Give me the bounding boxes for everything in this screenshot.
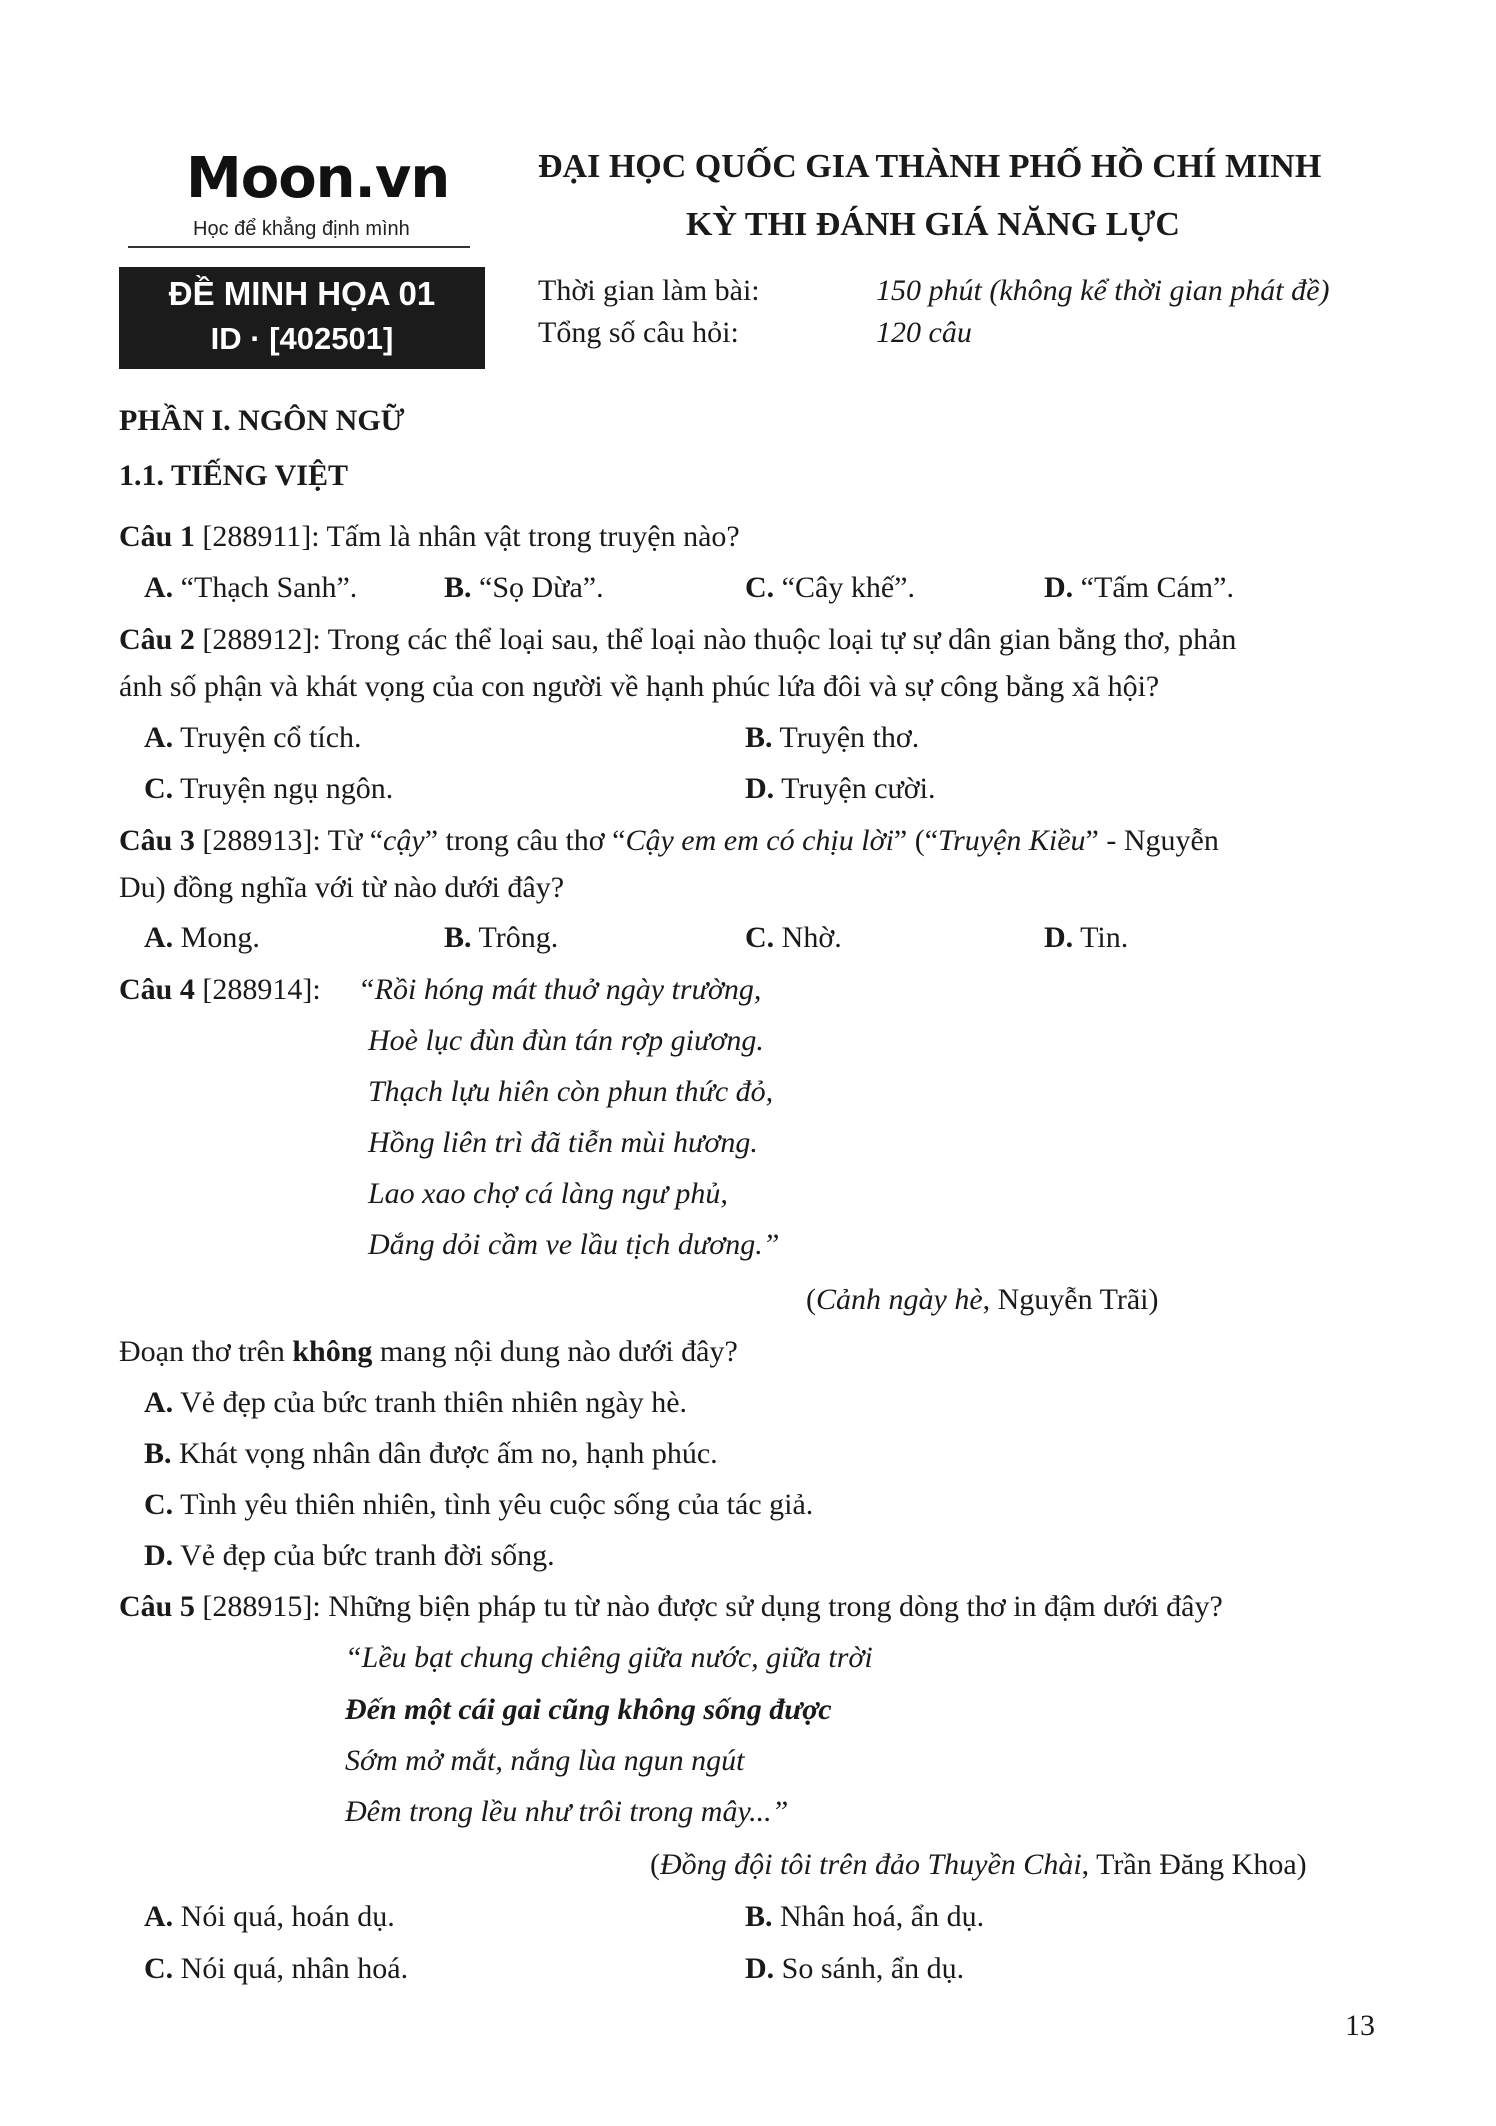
question-count-label: Tổng số câu hỏi: xyxy=(538,316,739,349)
q2-option-d[interactable]: D. Truyện cười. xyxy=(745,772,936,805)
question-text: Những biện pháp tu từ nào được sử dụng trong dòng thơ in đậm dưới đây? xyxy=(328,1590,1223,1623)
time-value: 150 phút (không kể thời gian phát đề) xyxy=(876,274,1330,307)
q4-option-a[interactable]: A. Vẻ đẹp của bức tranh thiên nhiên ngày hè. xyxy=(144,1386,688,1419)
q2-option-a[interactable]: A. Truyện cổ tích. xyxy=(144,721,362,754)
poem-line: Dắng dỏi cầm ve lầu tịch dương.” xyxy=(368,1228,780,1261)
poem-line: Đêm trong lều như trôi trong mây...” xyxy=(345,1795,789,1828)
subsection-heading: 1.1. TIẾNG VIỆT xyxy=(119,459,348,492)
poem-line: Hồng liên trì đã tiễn mùi hương. xyxy=(368,1126,758,1159)
poem-line: Sớm mở mắt, nắng lùa ngun ngút xyxy=(345,1744,745,1777)
q1-option-a[interactable]: A. “Thạch Sanh”. xyxy=(144,571,358,604)
q5-option-c[interactable]: C. Nói quá, nhân hoá. xyxy=(144,1952,409,1985)
q1-option-b[interactable]: B. “Sọ Dừa”. xyxy=(444,571,604,604)
question-3-line-2: Du) đồng nghĩa với từ nào dưới đây? xyxy=(119,871,565,904)
q4-option-d[interactable]: D. Vẻ đẹp của bức tranh đời sống. xyxy=(144,1539,555,1572)
question-id: [288911]: xyxy=(194,520,327,553)
q3-option-a[interactable]: A. Mong. xyxy=(144,921,260,954)
exam-badge xyxy=(119,267,485,369)
q5-option-b[interactable]: B. Nhân hoá, ẩn dụ. xyxy=(745,1900,985,1933)
question-id: [288913]: xyxy=(194,824,328,857)
q3-option-d[interactable]: D. Tin. xyxy=(1044,921,1129,954)
poem-line: “Lều bạt chung chiêng giữa nước, giữa trời xyxy=(345,1641,873,1674)
question-4 xyxy=(119,970,321,1010)
part-heading: PHẦN I. NGÔN NGỮ xyxy=(119,404,405,437)
question-4-prompt: Đoạn thơ trên không mang nội dung nào dưới đây? xyxy=(119,1335,738,1368)
poem-line: Hoè lục đùn đùn tán rợp giương. xyxy=(368,1024,764,1057)
logo-tagline: Học để khẳng định mình xyxy=(193,218,410,240)
question-label: Câu 5 xyxy=(119,1590,195,1623)
question-text: Tấm là nhân vật trong truyện nào? xyxy=(326,520,740,553)
poem-line: “Rồi hóng mát thuở ngày trường, xyxy=(358,973,762,1006)
q2-option-b[interactable]: B. Truyện thơ. xyxy=(745,721,920,754)
poem-line-bold: Đến một cái gai cũng không sống được xyxy=(345,1693,832,1726)
q1-option-c[interactable]: C. “Cây khế”. xyxy=(745,571,915,604)
question-5 xyxy=(119,1587,1223,1627)
question-id: [288912]: xyxy=(194,623,328,656)
question-count-value: 120 câu xyxy=(876,316,972,349)
question-label: Câu 4 xyxy=(119,973,195,1006)
q5-option-a[interactable]: A. Nói quá, hoán dụ. xyxy=(144,1900,395,1933)
poem-line: Lao xao chợ cá làng ngư phủ, xyxy=(368,1177,728,1210)
question-2-line-2: ánh số phận và khát vọng của con người về hạnh phúc lứa đôi và sự công bằng xã hội? xyxy=(119,670,1160,703)
question-label: Câu 3 xyxy=(119,824,195,857)
question-1 xyxy=(119,517,740,557)
moon-logo: Moon.vn xyxy=(186,146,450,211)
page-number: 13 xyxy=(1345,2009,1375,2042)
question-3: Câu 3 [288913]: Từ “cậy” trong câu thơ “Cậy em em có chịu lời” (“Truyện Kiều” - Nguyễn xyxy=(119,824,1219,857)
q4-option-b[interactable]: B. Khát vọng nhân dân được ấm no, hạnh phúc. xyxy=(144,1437,718,1470)
question-label: Câu 1 xyxy=(119,520,195,553)
question-id: [288915]: xyxy=(194,1590,329,1623)
q1-option-d[interactable]: D. “Tấm Cám”. xyxy=(1044,571,1234,604)
q5-option-d[interactable]: D. So sánh, ẩn dụ. xyxy=(745,1952,965,1985)
question-text: Trong các thể loại sau, thể loại nào thuộc loại tự sự dân gian bằng thơ, phản xyxy=(327,623,1237,656)
poem-source: (Cảnh ngày hè, Nguyễn Trãi) xyxy=(806,1283,1159,1316)
question-2 xyxy=(119,620,1236,660)
exam-title: ĐỀ MINH HỌA 01 xyxy=(168,275,436,312)
exam-kind: KỲ THI ĐÁNH GIÁ NĂNG LỰC xyxy=(686,206,1180,243)
q3-option-b[interactable]: B. Trông. xyxy=(444,921,559,954)
poem-line: Thạch lựu hiên còn phun thức đỏ, xyxy=(368,1075,774,1108)
poem-source: (Đồng đội tôi trên đảo Thuyền Chài, Trần Đăng Khoa) xyxy=(650,1848,1307,1881)
exam-id: ID · [402501] xyxy=(210,321,394,356)
question-label: Câu 2 xyxy=(119,623,195,656)
question-id: [288914]: xyxy=(194,973,321,1006)
time-label: Thời gian làm bài: xyxy=(538,274,760,307)
q2-option-c[interactable]: C. Truyện ngụ ngôn. xyxy=(144,772,394,805)
q3-option-c[interactable]: C. Nhờ. xyxy=(745,921,842,954)
logo-divider xyxy=(128,246,470,248)
q4-option-c[interactable]: C. Tình yêu thiên nhiên, tình yêu cuộc sống của tác giả. xyxy=(144,1488,814,1521)
university-name: ĐẠI HỌC QUỐC GIA THÀNH PHỐ HỒ CHÍ MINH xyxy=(538,148,1322,185)
